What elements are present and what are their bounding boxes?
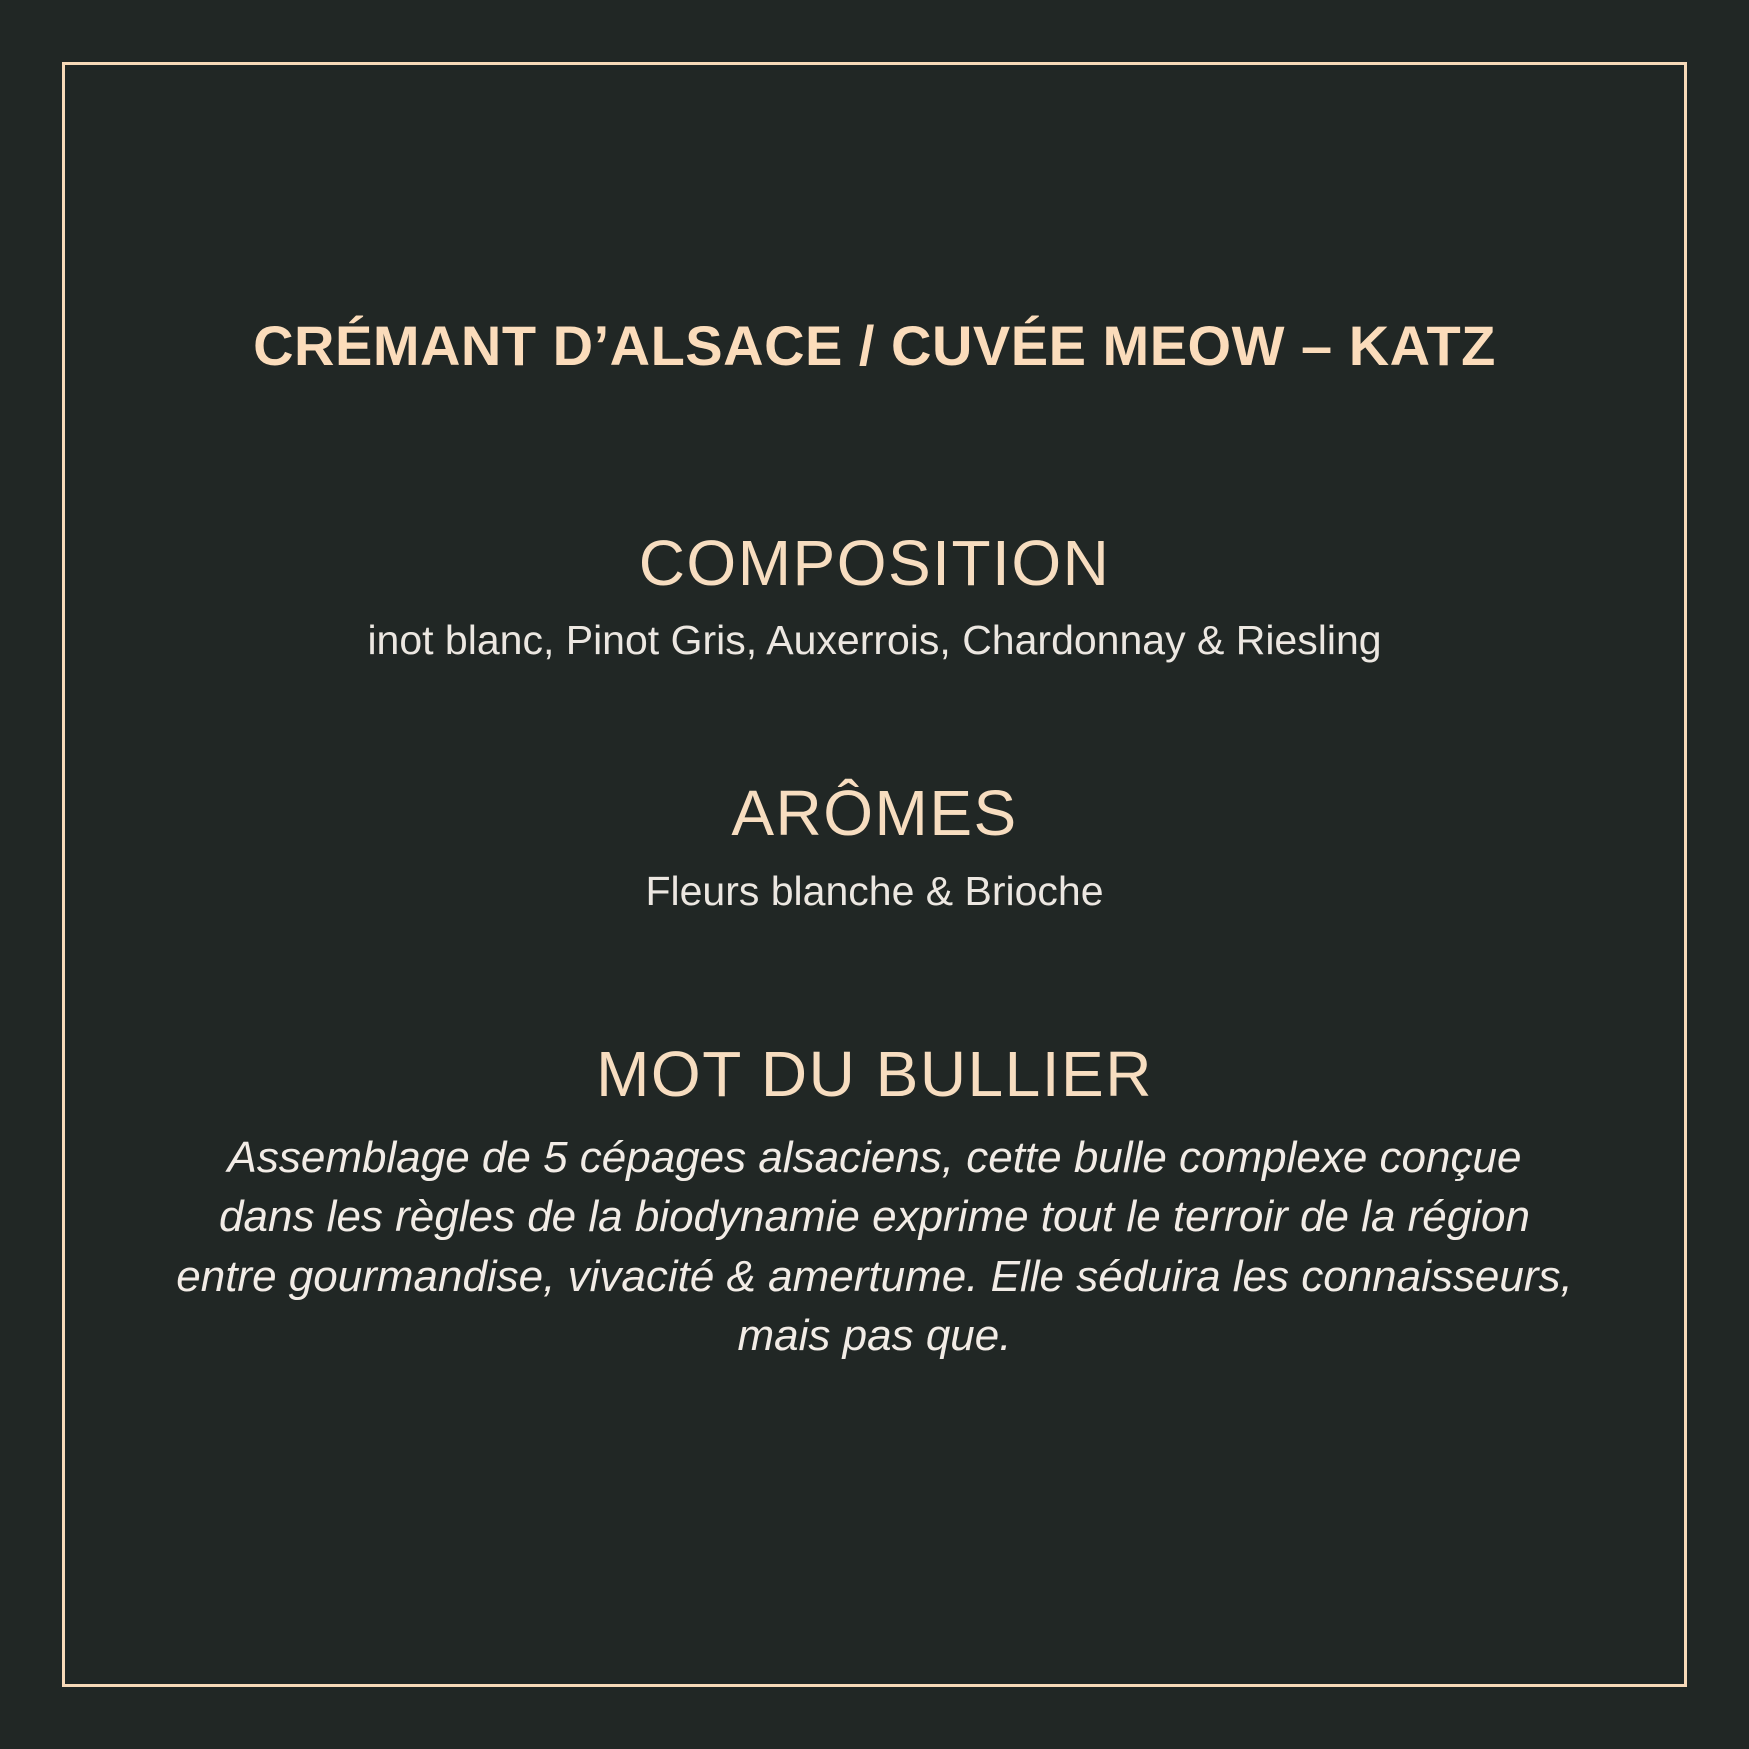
composition-body: inot blanc, Pinot Gris, Auxerrois, Chardonnay & Riesling: [367, 617, 1382, 664]
section-mot-du-bullier: [65, 1038, 1684, 1365]
composition-heading: COMPOSITION: [638, 526, 1111, 599]
mot-du-bullier-heading: MOT DU BULLIER: [596, 1038, 1153, 1111]
aromes-body: Fleurs blanche & Brioche: [645, 868, 1104, 915]
mot-du-bullier-body: Assemblage de 5 cépages alsaciens, cette bulle complexe conçue dans les règles de la biodynamie exprime tout le terroir de la région entre gourmandise, vivacité & amertume. Elle séduira les connaisseurs, mais pas que.: [176, 1132, 1573, 1361]
wine-label-card: [62, 62, 1687, 1687]
aromes-heading: ARÔMES: [731, 777, 1018, 850]
section-composition: [65, 527, 1684, 668]
section-aromes: [65, 777, 1684, 918]
page-title: CRÉMANT D’ALSACE / CUVÉE MEOW – KATZ: [253, 314, 1496, 377]
